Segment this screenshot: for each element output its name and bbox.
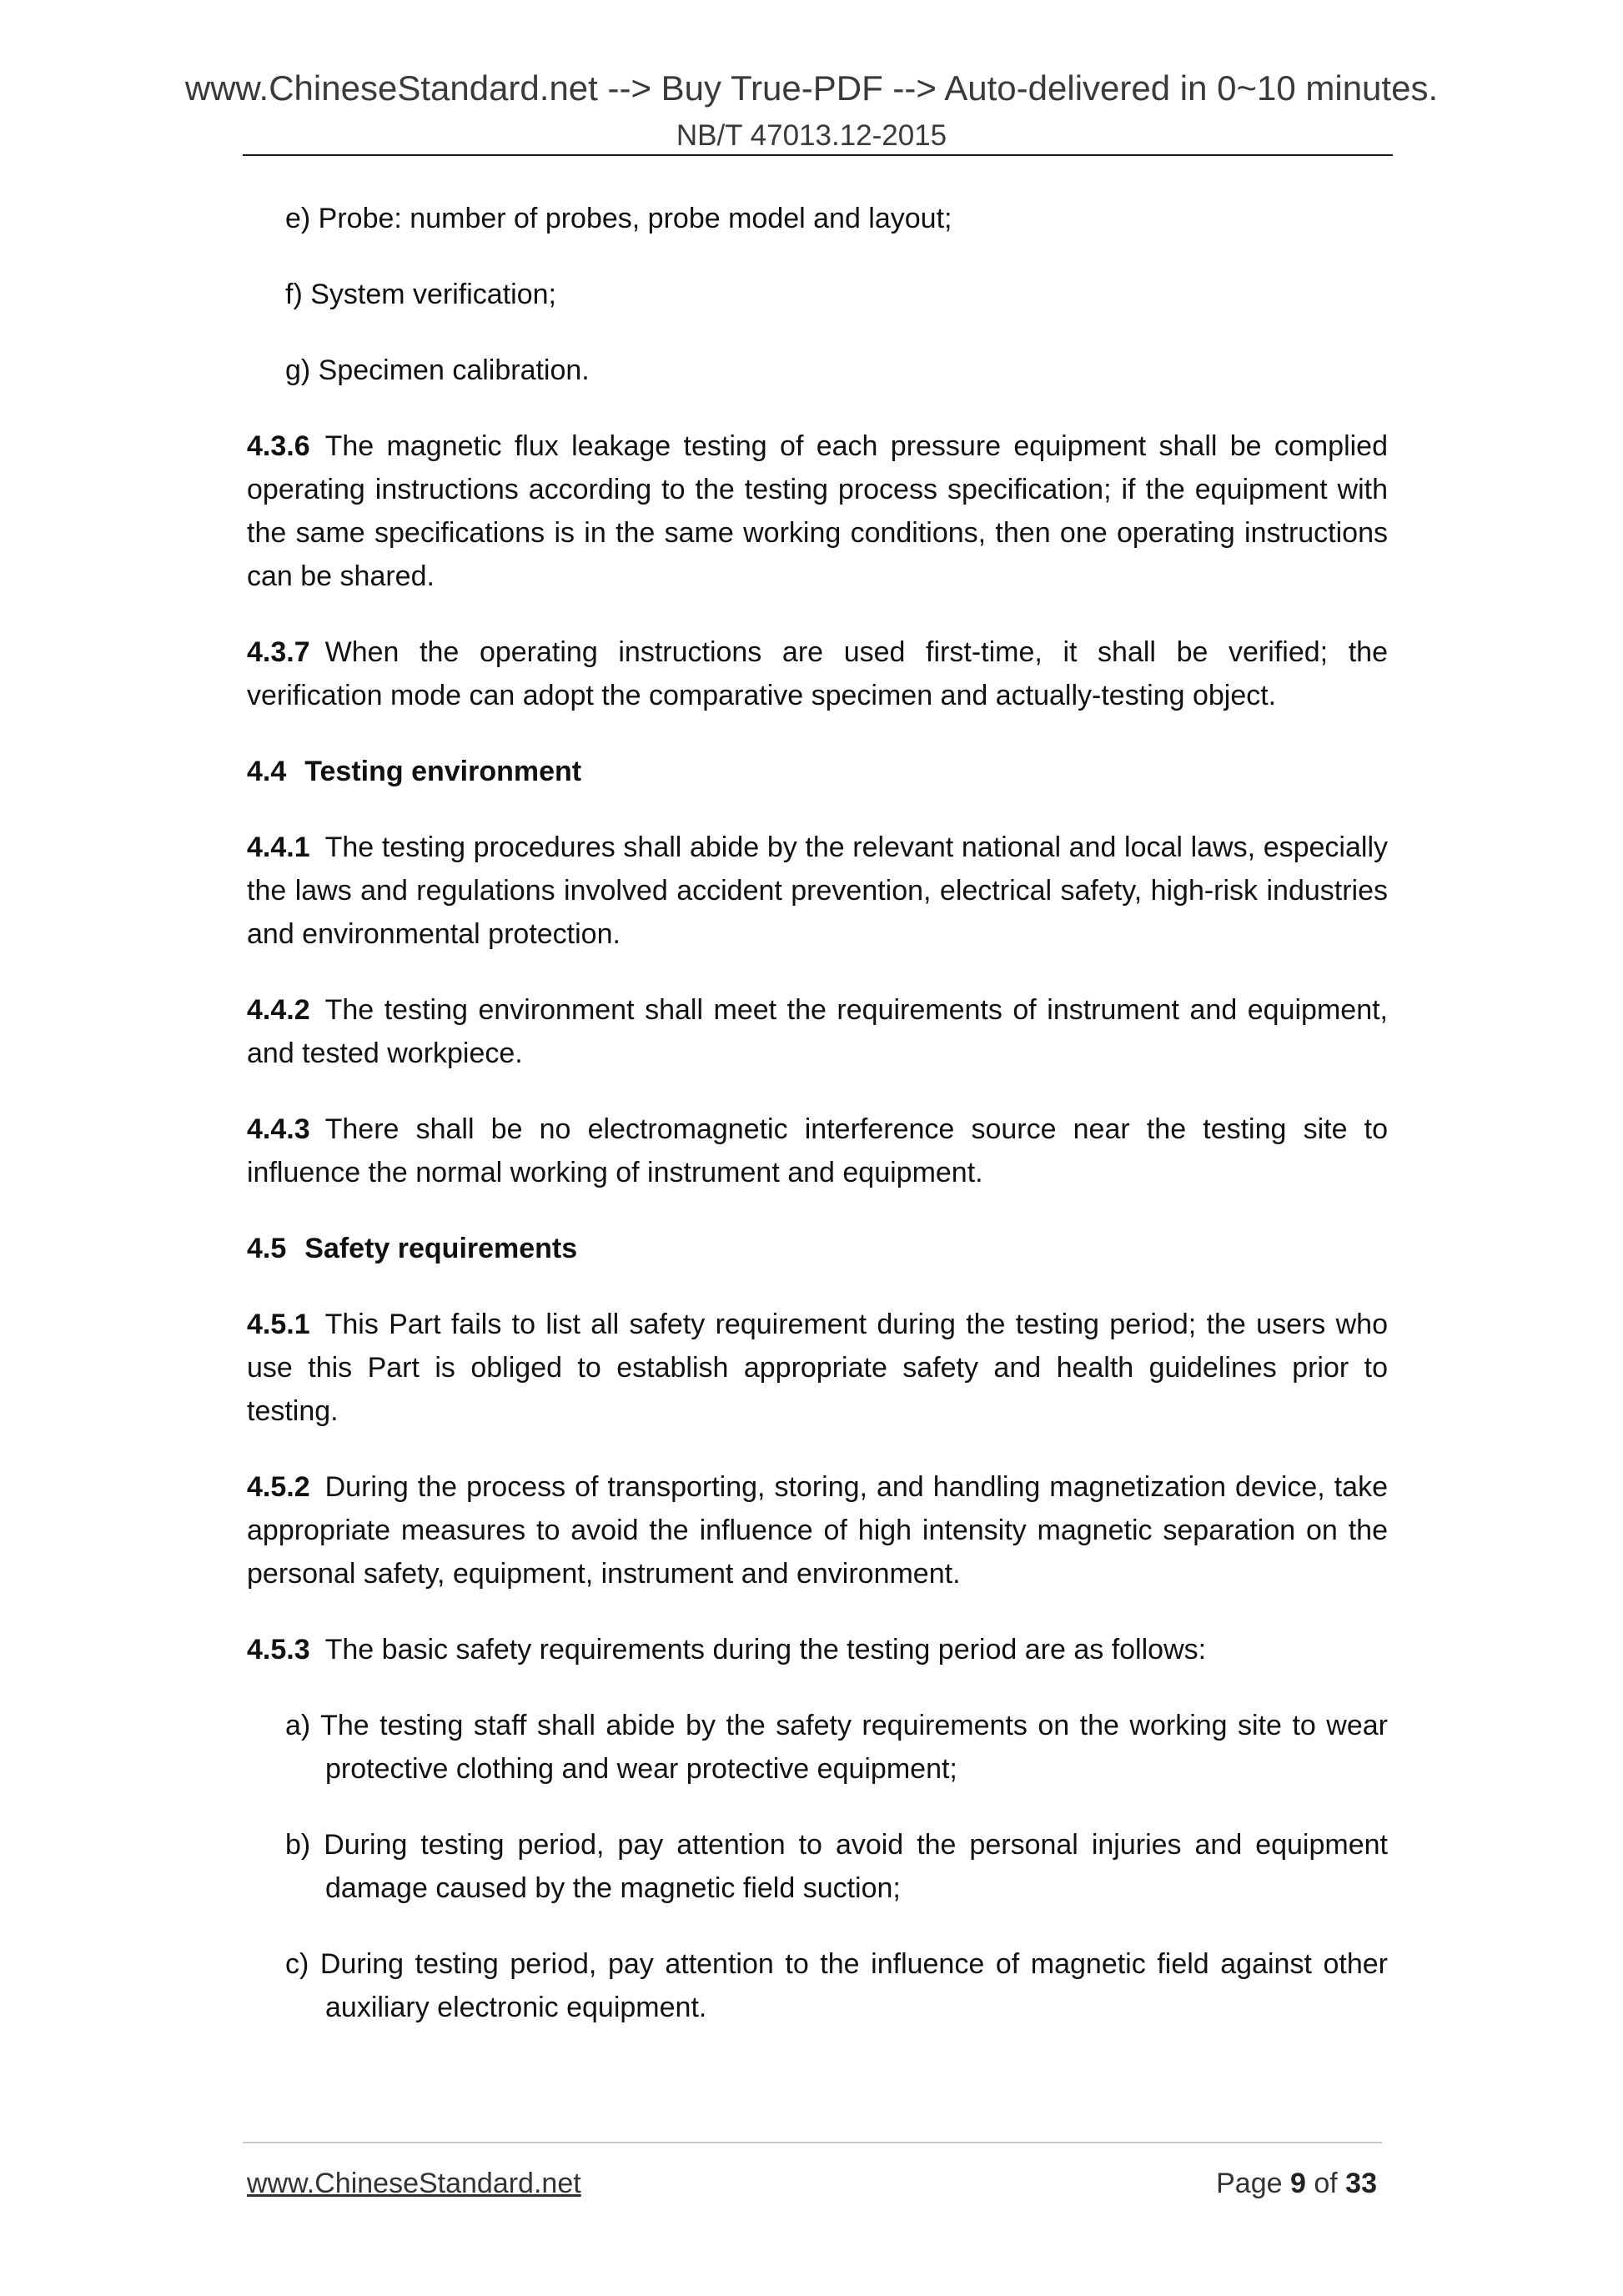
- header-divider: [243, 154, 1393, 156]
- section-number: 4.5: [247, 1233, 287, 1264]
- clause-4-5-1: [247, 1303, 1388, 1433]
- section-number: 4.4: [247, 756, 287, 787]
- page-of-label: of: [1314, 2168, 1338, 2199]
- current-page-number: 9: [1289, 2168, 1306, 2199]
- clause-number: 4.4.3: [247, 1113, 310, 1145]
- clause-text: The testing procedures shall abide by the relevant national and local laws, especially the laws and regulations involved accident prevention, electrical safety, high-risk industries and environmental protection.: [247, 831, 1388, 950]
- page-body: [247, 197, 1388, 2062]
- clause-number: 4.4.2: [247, 994, 310, 1026]
- clause-number: 4.4.1: [247, 831, 310, 863]
- clause-text: The magnetic flux leakage testing of each pressure equipment shall be complied operating instructions according to the testing process specification; if the equipment with the same specifications is in the same working conditions, then one operating instructions can be shared.: [247, 430, 1388, 592]
- list-item-protective-clothing: a) The testing staff shall abide by the safety requirements on the working site to wear protective clothing and wear protective equipment;: [285, 1710, 1388, 1785]
- clause-number: 4.5.3: [247, 1634, 310, 1665]
- clause-number: 4.5.2: [247, 1471, 310, 1503]
- clause-text: There shall be no electromagnetic interference source near the testing site to influence the normal working of instrument and equipment.: [247, 1113, 1388, 1188]
- list-item-magnetic-suction: b) During testing period, pay attention to avoid the personal injuries and equipment damage caused by the magnetic field suction;: [285, 1829, 1388, 1904]
- page-indicator: [1216, 2166, 1377, 2201]
- clause-text: When the operating instructions are used first-time, it shall be verified; the verification mode can adopt the comparative specimen and actually-testing object.: [247, 636, 1388, 711]
- clause-text: During the process of transporting, storing, and handling magnetization device, take appropriate measures to avoid the influence of high intensity magnetic separation on the personal safety, equipment, instrument and environment.: [247, 1471, 1388, 1590]
- page-label: Page: [1216, 2168, 1283, 2199]
- footer-divider: [243, 2142, 1382, 2143]
- clause-number: 4.3.6: [247, 430, 310, 462]
- clause-4-5-2: [247, 1465, 1388, 1595]
- clause-4-4-1: [247, 826, 1388, 956]
- clause-4-4-2: [247, 988, 1388, 1075]
- clause-4-4-3: [247, 1108, 1388, 1194]
- list-item-specimen-calibration: g) Specimen calibration.: [285, 354, 590, 386]
- clause-number: 4.5.1: [247, 1309, 310, 1340]
- standard-code: NB/T 47013.12-2015: [676, 119, 947, 152]
- section-heading-4-5: [247, 1227, 1388, 1270]
- clause-4-3-7: [247, 631, 1388, 717]
- header-banner: www.ChineseStandard.net --> Buy True-PDF --> Auto-delivered in 0~10 minutes.: [184, 68, 1439, 108]
- list-item-electronic-equipment: c) During testing period, pay attention to the influence of magnetic field against other auxiliary electronic equipment.: [285, 1948, 1388, 2023]
- list-item-probe: e) Probe: number of probes, probe model and layout;: [285, 203, 952, 234]
- section-title: Safety requirements: [304, 1233, 578, 1264]
- footer-website-link[interactable]: www.ChineseStandard.net: [247, 2168, 581, 2199]
- clause-text: The basic safety requirements during the testing period are as follows:: [324, 1634, 1207, 1665]
- clause-text: The testing environment shall meet the requirements of instrument and equipment, and tested workpiece.: [247, 994, 1388, 1069]
- section-title: Testing environment: [304, 756, 582, 787]
- list-item-system-verification: f) System verification;: [285, 279, 556, 310]
- clause-4-3-6: [247, 425, 1388, 598]
- section-heading-4-4: [247, 750, 1388, 793]
- clause-text: This Part fails to list all safety requirement during the testing period; the users who use this Part is obliged to establish appropriate safety and health guidelines prior to testing.: [247, 1309, 1388, 1427]
- total-pages-number: 33: [1345, 2168, 1377, 2199]
- clause-number: 4.3.7: [247, 636, 310, 668]
- clause-4-5-3: [247, 1628, 1388, 1671]
